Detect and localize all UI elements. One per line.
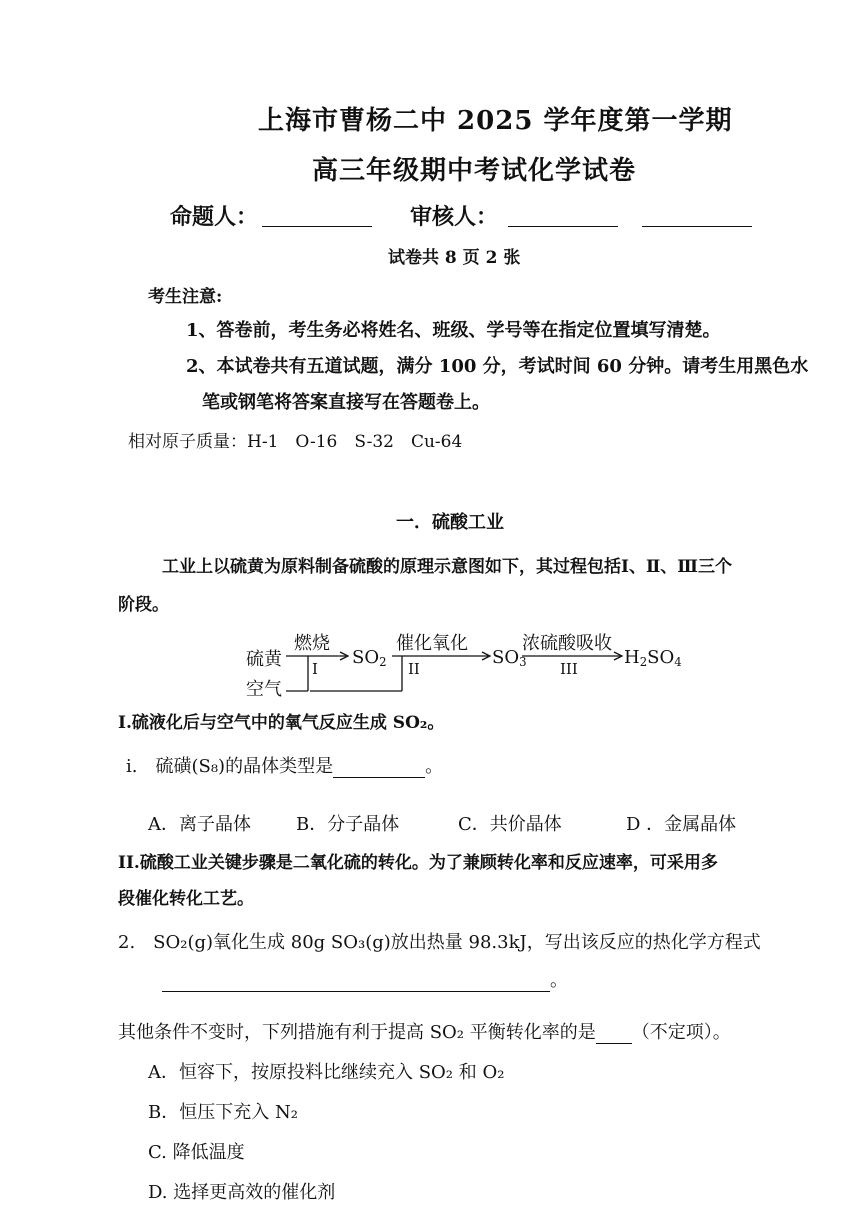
stage2-line1: II.硫酸工业关键步骤是二氧化硫的转化。为了兼顾转化率和反应速率，可采用多 — [118, 853, 718, 873]
notice-item-2-line2: 笔或钢笔将答案直接写在答题卷上。 — [202, 392, 490, 413]
flow-so2-sub: 2 — [379, 654, 387, 669]
q2-text: 2. SO₂(g)氧化生成 80g SO₃(g)放出热量 98.3kJ，写出该反应的热化学方程式 — [118, 932, 761, 953]
reviewer-blank-1[interactable] — [508, 198, 618, 227]
q3-answer-blank[interactable] — [596, 1023, 632, 1044]
exam-title-line2: 高三年级期中考试化学试卷 — [312, 156, 637, 186]
flow-h2so4-so: SO — [647, 647, 675, 668]
flow-step1-num: I — [312, 660, 318, 678]
flow-step2-num: II — [408, 660, 420, 678]
flow-h2so4-h: H — [624, 647, 640, 668]
stage1-text: I.硫液化后与空气中的氧气反应生成 SO₂。 — [118, 713, 445, 733]
q1-answer-blank[interactable] — [333, 757, 425, 778]
q3-text: 其他条件不变时，下列措施有利于提高 SO₂ 平衡转化率的是 — [118, 1022, 596, 1043]
flow-step2-label: 催化氧化 — [396, 633, 468, 654]
stage2-line2: 段催化转化工艺。 — [118, 889, 254, 909]
q1-option-b[interactable]: B．分子晶体 — [296, 814, 400, 835]
q3-option-c[interactable]: C. 降低温度 — [148, 1142, 245, 1163]
flow-so2: SO — [352, 647, 380, 668]
q2-end: 。 — [550, 970, 568, 991]
intro-line2: 阶段。 — [118, 595, 169, 615]
q1-option-a[interactable]: A．离子晶体 — [148, 814, 251, 835]
setter-blank[interactable] — [262, 198, 372, 227]
section-title: 一．硫酸工业 — [396, 512, 504, 533]
q1-end: 。 — [425, 756, 444, 777]
flow-step3-num: III — [560, 660, 578, 678]
q2-answer-blank[interactable] — [162, 971, 550, 992]
atomic-masses: 相对原子质量：H-1 O-16 S-32 Cu-64 — [128, 432, 463, 452]
flow-h2so4-sub2: 2 — [639, 654, 648, 669]
notice-item-1: 1、答卷前，考生务必将姓名、班级、学号等在指定位置填写清楚。 — [186, 320, 721, 341]
flow-so3-sub: 3 — [519, 654, 527, 669]
reviewer-blank-2[interactable] — [642, 198, 752, 227]
q3-option-d[interactable]: D. 选择更高效的催化剂 — [148, 1182, 336, 1203]
pages-info: 试卷共 8 页 2 张 — [388, 248, 521, 268]
flow-input-sulfur: 硫黄 — [246, 649, 282, 670]
q1-option-c[interactable]: C．共价晶体 — [458, 814, 562, 835]
q3-suffix: （不定项）。 — [631, 1022, 731, 1043]
q3-option-b[interactable]: B．恒压下充入 N₂ — [148, 1102, 298, 1123]
intro-line1: 工业上以硫黄为原料制备硫酸的原理示意图如下，其过程包括Ⅰ、Ⅱ、Ⅲ三个 — [162, 557, 732, 577]
q3-option-a[interactable]: A．恒容下，按原投料比继续充入 SO₂ 和 O₂ — [148, 1062, 505, 1083]
exam-title-line1: 上海市曹杨二中 2025 学年度第一学期 — [258, 106, 733, 136]
flow-step1-label: 燃烧 — [294, 633, 330, 654]
process-flow-diagram — [240, 625, 700, 700]
flow-input-air: 空气 — [246, 679, 282, 700]
flow-step3-label: 浓硫酸吸收 — [522, 633, 612, 654]
notice-item-2-line1: 2、本试卷共有五道试题，满分 100 分，考试时间 60 分钟。请考生用黑色水 — [186, 356, 809, 377]
q1-text: i. 硫磺(S₈)的晶体类型是 — [126, 756, 334, 777]
flow-h2so4-sub4: 4 — [674, 654, 682, 669]
notice-heading: 考生注意: — [148, 287, 223, 307]
reviewer-label: 审核人： — [410, 204, 499, 230]
setter-label: 命题人： — [170, 204, 259, 230]
q1-option-d[interactable]: D ．金属晶体 — [626, 814, 737, 835]
flow-so3: SO — [492, 647, 520, 668]
